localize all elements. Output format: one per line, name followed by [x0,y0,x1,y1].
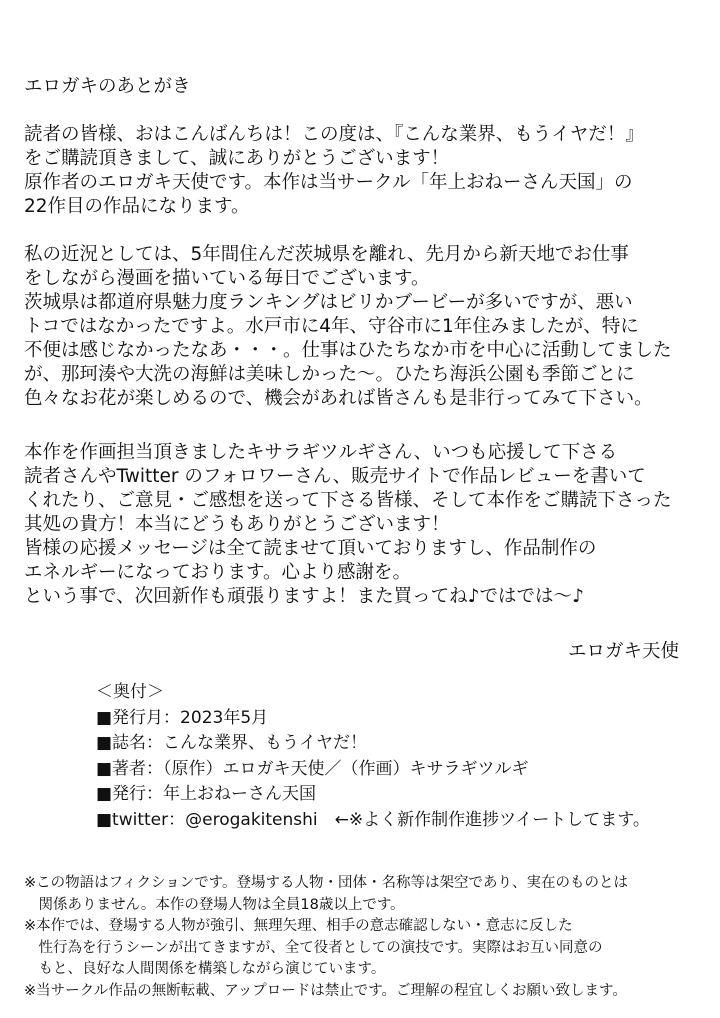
text-line: が、那珂湊や大洗の海鮮は美味しかった～。ひたち海浜公園も季節ごとに [24,364,635,385]
afterword-heading: エロガキのあとがき [24,76,191,97]
disclaimer-line: ※当サークル作品の無断転載、アップロードは禁止です。ご理解の程宜しくお願い致します。 [24,982,627,999]
text-line: をしながら漫画を描いている毎日でございます。 [24,268,430,289]
text-line: 其処の貴方！本当にどうもありがとうございます！ [24,514,450,535]
text-line: 読者さんやTwitter のフォロワーさん、販売サイトで作品レビューを書いて [24,466,646,487]
text-line: 私の近況としては、5年間住んだ茨城県を離れ、先月から新天地でお仕事 [24,244,629,265]
colophon-magazine-name: ■誌名：こんな業界、もうイヤだ！ [96,733,368,753]
text-line: をご購読頂きまして、誠にありがとうございます！ [24,148,450,169]
author-signature: エロガキ天使 [567,641,679,662]
text-line: 茨城県は都道府県魅力度ランキングはビリかブービーが多いですが、悪い [24,292,633,313]
text-line: 本作を作画担当頂きましたキサラギツルギさん、いつも応援して下さる [24,442,618,463]
colophon [96,680,650,833]
text-line: くれたり、ご意見・ご感想を送って下さる皆様、そして本作をご購読下さった [24,490,672,511]
text-line: 皆様の応援メッセージは全て読ませて頂いておりますし、作品制作の [24,538,597,559]
text-line: エネルギーになっております。心より感謝を。 [24,562,412,583]
text-line: という事で、次回新作も頑張りますよ！また買ってね♪ではでは～♪ [24,586,584,607]
colophon-title: ＜奥付＞ [96,682,164,702]
disclaimer-notes [24,873,628,1003]
disclaimer-line: 関係ありません。本作の登場人物は全員18歳以上です。 [24,896,405,913]
text-line: 色々なお花が楽しめるので、機会があれば皆さんも是非行ってみて下さい。 [24,388,653,409]
paragraph-thanks [24,441,714,609]
colophon-issue-date: ■発行月：2023年5月 [96,707,269,728]
text-line: 読者の皆様、おはこんばんちは！この度は、『こんな業界、もうイヤだ！』 [24,124,644,145]
disclaimer-line: 性行為を行うシーンが出てきますが、全て役者としての演技です。実際はお互い同意の [24,939,603,956]
paragraph-greeting [24,123,714,219]
paragraph-recent-news [24,243,714,411]
text-line: 22作目の作品になります。 [24,196,250,217]
text-line: 原作者のエロガキ天使です。本作は当サークル「年上おねーさん天国」の [24,172,633,193]
colophon-authors: ■著者：（原作）エロガキ天使／（作画）キサラギツルギ [96,758,529,779]
colophon-twitter: ■twitter：@erogakitenshi ←※よく新作制作進捗ツイートしてます。 [96,809,650,830]
disclaimer-line: ※この物語はフィクションです。登場する人物・団体・名称等は架空であり、実在のものとは [24,875,629,891]
text-line: トコではなかったですよ。水戸市に4年、守谷市に1年住みましたが、特に [24,316,639,337]
colophon-publisher: ■発行：年上おねーさん天国 [96,784,317,804]
text-line: 不便は感じなかったなあ・・・。仕事はひたちなか市を中心に活動してました [24,340,672,361]
disclaimer-line: ※本作では、登場する人物が強引、無理矢理、相手の意志確認しない・意志に反した [24,918,573,935]
disclaimer-line: もと、良好な人間関係を構築しながら演じています。 [24,961,386,978]
